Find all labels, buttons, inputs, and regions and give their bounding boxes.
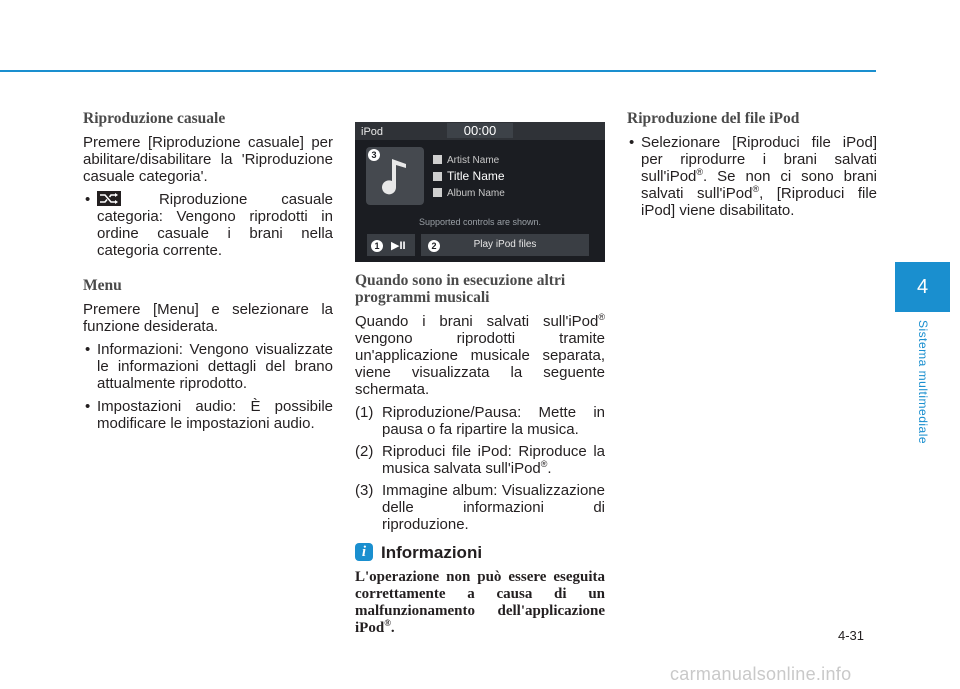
column-left [83,110,333,438]
screen-source-label: iPod [361,126,384,138]
shuffle-bullet-text: Riproduzione casuale categoria: Vengono riprodotti in ordine casuale i brani nella categoria corrente. [97,191,333,259]
callout-3: 3 [368,149,380,161]
item-2: (2) Riproduci file iPod: Riproduce la musica salvata sull'iPod®. [355,443,605,477]
info-icon: i [355,543,373,561]
ipod-file-heading: Riproduzione del file iPod [627,110,800,127]
ipod-file-bullet: • Selezionare [Riproduci file iPod] per riprodurre i brani salvati sull'iPod®. Se non ci sono brani salvati sull'iPod®, [Riproduci file iPod] viene disabilitato. [627,134,877,219]
item-1: (1) Riproduzione/Pausa: Mette in pausa o fa ripartire la musica. [355,404,605,438]
shuffle-intro: Premere [Riproduzione casuale] per abilitare/disabilitare la 'Riproduzione casuale categoria'. [83,134,333,185]
other-programs-intro: Quando i brani salvati sull'iPod® vengono riprodotti tramite un'applicazione musicale separata, viene visualizzata la seguente schermata. [355,312,605,398]
watermark: carmanualsonline.info [670,664,852,684]
play-pause-icon: ▶II [391,240,406,252]
screen-time: 00:00 [447,123,513,138]
callout-2: 2 [428,240,440,252]
ipod-screen [355,122,605,262]
title-name: Title Name [447,169,505,183]
column-right [627,110,877,225]
disc-icon [433,172,442,181]
album-line [433,185,505,202]
play-ipod-files-button[interactable]: Play iPod files [421,234,589,256]
artist-name: Artist Name [447,155,500,166]
info-header [355,543,605,561]
callout-1: 1 [371,240,383,252]
artist-line [433,152,499,169]
shuffle-icon [97,191,121,206]
chapter-tab: 4 [895,262,950,312]
chapter-label: Sistema multimediale [916,320,930,445]
other-programs-heading: Quando sono in esecuzione altri programmi musicali [355,272,566,306]
item-3: (3) Immagine album: Visualizzazione delle informazioni di riproduzione. [355,482,605,533]
info-body: L'operazione non può essere eseguita correttamente a causa di un malfunzionamento dell'applicazione iPod®. [355,569,605,636]
column-middle [355,116,605,637]
top-rule [0,70,876,72]
menu-heading: Menu [83,277,122,294]
menu-bullet-audio: • Impostazioni audio: È possibile modificare le impostazioni audio. [83,398,333,432]
album-icon [433,188,442,197]
menu-bullet-info: • Informazioni: Vengono visualizzate le informazioni dettagli del brano attualmente riprodotto. [83,341,333,392]
info-title: Informazioni [381,542,483,562]
supported-note: Supported controls are shown. [418,217,542,227]
album-name: Album Name [447,188,505,199]
menu-intro: Premere [Menu] e selezionare la funzione desiderata. [83,301,333,335]
shuffle-heading: Riproduzione casuale [83,110,226,127]
person-icon [433,155,442,164]
title-line [433,168,505,185]
page-number: 4-31 [838,628,865,643]
shuffle-bullet [83,191,333,259]
